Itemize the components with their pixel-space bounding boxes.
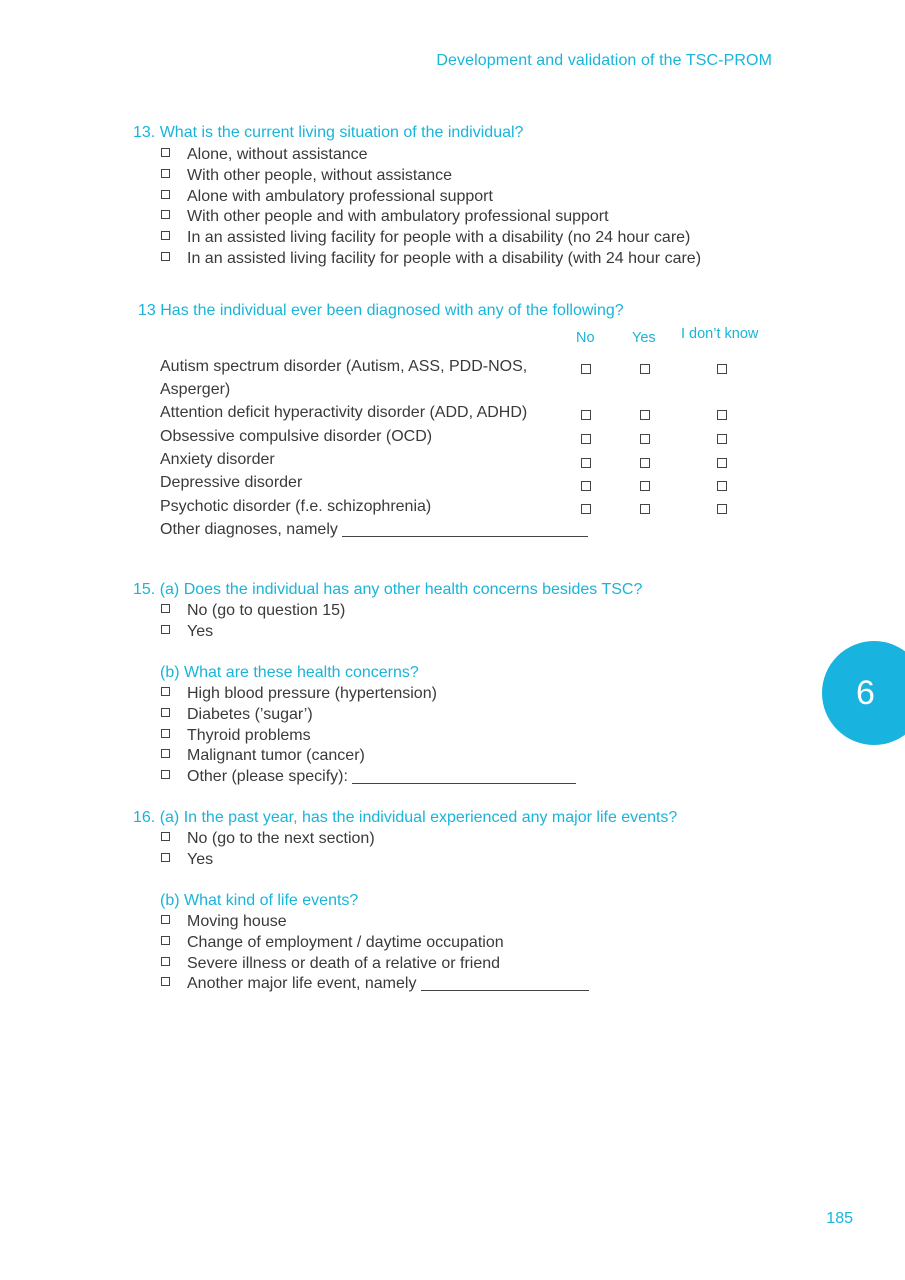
q15b-option[interactable]: Malignant tumor (cancer) [160, 746, 576, 767]
q13-option[interactable]: With other people, without assistance [160, 166, 701, 187]
checkbox[interactable] [161, 977, 170, 986]
column-header-no: No [576, 330, 595, 346]
checkbox-dont-know[interactable] [717, 434, 727, 444]
checkbox-no[interactable] [581, 434, 591, 444]
q13-option[interactable]: Alone, without assistance [160, 145, 701, 166]
q13-option[interactable]: In an assisted living facility for people with a disability (no 24 hour care) [160, 228, 701, 249]
checkbox[interactable] [161, 936, 170, 945]
other-diagnoses-row: Other diagnoses, namely [160, 521, 588, 539]
checkbox[interactable] [161, 832, 170, 841]
checkbox[interactable] [161, 687, 170, 696]
chapter-tab: 6 [822, 641, 905, 745]
q15b-option[interactable]: High blood pressure (hypertension) [160, 684, 576, 705]
diagnosis-label: Obsessive compulsive disorder (OCD) [160, 428, 433, 445]
q16b-option[interactable]: Another major life event, namely [160, 974, 589, 995]
q16b-option[interactable]: Change of employment / daytime occupation [160, 933, 589, 954]
diagnosis-label: Attention deficit hyperactivity disorder (ADD, ADHD) [160, 404, 528, 421]
q13-option[interactable]: With other people and with ambulatory professional support [160, 207, 701, 228]
checkbox[interactable] [161, 957, 170, 966]
checkbox-yes[interactable] [640, 364, 650, 374]
q16a-option[interactable]: Yes [160, 850, 375, 871]
q13-question: 13. What is the current living situation of the individual? [133, 124, 524, 141]
q16a-options [160, 829, 375, 871]
q15b-option[interactable]: Thyroid problems [160, 726, 576, 747]
diagnosis-label: Autism spectrum disorder (Autism, ASS, PDD-NOS, [160, 358, 528, 375]
checkbox-no[interactable] [581, 364, 591, 374]
diagnosis-label: Psychotic disorder (f.e. schizophrenia) [160, 498, 432, 515]
q15b-option[interactable]: Diabetes (’sugar’) [160, 705, 576, 726]
q16a-question: 16. (a) In the past year, has the individual experienced any major life events? [133, 809, 678, 826]
checkbox[interactable] [161, 210, 170, 219]
q15b-options [160, 684, 576, 788]
checkbox-yes[interactable] [640, 410, 650, 420]
other-concern-field[interactable] [352, 769, 576, 784]
checkbox[interactable] [161, 625, 170, 634]
checkbox-no[interactable] [581, 481, 591, 491]
q13-option[interactable]: In an assisted living facility for people with a disability (with 24 hour care) [160, 249, 701, 270]
q16b-options [160, 912, 589, 995]
diagnosis-label-continued: Asperger) [160, 381, 231, 398]
q14-question: 13 Has the individual ever been diagnosed with any of the following? [138, 302, 624, 319]
checkbox[interactable] [161, 770, 170, 779]
q13-options [160, 145, 701, 270]
q15b-question: (b) What are these health concerns? [160, 664, 419, 681]
checkbox[interactable] [161, 169, 170, 178]
checkbox[interactable] [161, 604, 170, 613]
checkbox-yes[interactable] [640, 481, 650, 491]
running-header: Development and validation of the TSC-PROM [436, 52, 772, 69]
checkbox-no[interactable] [581, 458, 591, 468]
q16b-option[interactable]: Severe illness or death of a relative or friend [160, 954, 589, 975]
checkbox-yes[interactable] [640, 434, 650, 444]
checkbox-dont-know[interactable] [717, 364, 727, 374]
q15a-question: 15. (a) Does the individual has any other health concerns besides TSC? [133, 581, 643, 598]
page-number: 185 [826, 1210, 853, 1227]
q16a-option[interactable]: No (go to the next section) [160, 829, 375, 850]
q15a-option[interactable]: Yes [160, 622, 345, 643]
checkbox-no[interactable] [581, 504, 591, 514]
checkbox[interactable] [161, 915, 170, 924]
checkbox[interactable] [161, 853, 170, 862]
column-header-yes: Yes [632, 330, 656, 346]
checkbox-yes[interactable] [640, 458, 650, 468]
other-life-event-field[interactable] [421, 976, 589, 991]
checkbox[interactable] [161, 252, 170, 261]
checkbox[interactable] [161, 729, 170, 738]
checkbox[interactable] [161, 148, 170, 157]
checkbox-dont-know[interactable] [717, 481, 727, 491]
column-header-dont-know: I don’t know [681, 326, 759, 342]
checkbox-dont-know[interactable] [717, 458, 727, 468]
other-diagnoses-field[interactable] [342, 522, 588, 537]
diagnosis-label: Depressive disorder [160, 474, 303, 491]
checkbox[interactable] [161, 708, 170, 717]
q16b-question: (b) What kind of life events? [160, 892, 359, 909]
q13-option[interactable]: Alone with ambulatory professional support [160, 187, 701, 208]
checkbox[interactable] [161, 190, 170, 199]
q16b-option[interactable]: Moving house [160, 912, 589, 933]
q15a-option[interactable]: No (go to question 15) [160, 601, 345, 622]
diagnosis-label: Anxiety disorder [160, 451, 275, 468]
checkbox-dont-know[interactable] [717, 504, 727, 514]
q15b-option[interactable]: Other (please specify): [160, 767, 576, 788]
checkbox-yes[interactable] [640, 504, 650, 514]
checkbox[interactable] [161, 749, 170, 758]
checkbox[interactable] [161, 231, 170, 240]
checkbox-dont-know[interactable] [717, 410, 727, 420]
checkbox-no[interactable] [581, 410, 591, 420]
q15a-options [160, 601, 345, 643]
